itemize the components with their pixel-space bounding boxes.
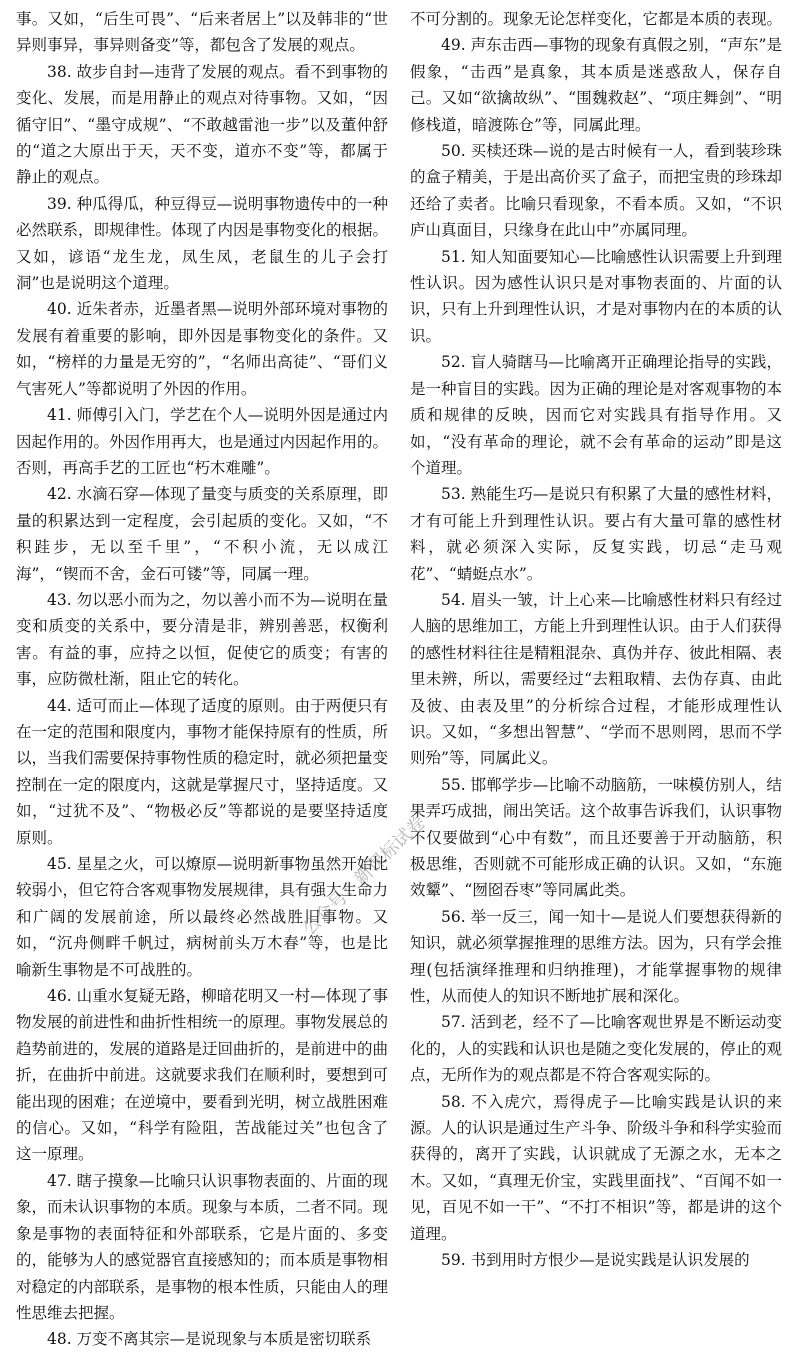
paragraph: 38. 故步自封—违背了发展的观点。看不到事物的变化、发展，而是用静止的观点对待事物。又如，“因循守旧”、“墨守成规”、“不敢越雷池一步”以及董仲舒的“道之大原出于天，天不变，道亦不变”等，都属于静止的观点。 xyxy=(16,62,388,187)
paragraph: 46. 山重水复疑无路，柳暗花明又一村—体现了事物发展的前进性和曲折性相统一的原理。事物发展总的趋势前进的，发展的道路是迂回曲折的，是前进中的曲折，在曲折中前进。这就要求我们在顺利时，要想到可能出现的困难；在逆境中，要看到光明，树立战胜困难的信心。又如，“科学有险阻，苦战能过关”也包含了这一原理。 xyxy=(16,987,389,1164)
paragraph: 56. 举一反三，闻一知十—是说人们要想获得新的知识，就必须掌握推理的思维方法。因为，只有学会推理(包括演绎推理和归纳推理)，才能掌握事物的规律性，从而使人的知识不断地扩展和深化。 xyxy=(410,907,783,1006)
watermark: 公众号：新课标试卷 xyxy=(298,811,430,940)
paragraph: 57. 活到老，经不了—比喻客观世界是不断运动变化的，人的实践和认识也是随之变化发展的，停止的观点，无所作为的观点都是不符合客观实际的。 xyxy=(410,1013,783,1085)
paragraph: 41. 师傅引入门，学艺在个人—说明外因是通过内因起作用的。外因作用再大，也是通过内因起作用的。否则，再高手艺的工匠也“朽木难雕”。 xyxy=(16,406,389,477)
document-page xyxy=(16,6,784,1349)
paragraph: 48. 万变不离其宗—是说现象与本质是密切联系 xyxy=(47,1330,372,1349)
paragraph: 55. 邯郸学步—比喻不动脑筋，一味模仿别人，结果弄巧成拙，闹出笑话。这个故事告诉我们，认识事物不仅要做到“心中有数”，而且还要善于开动脑筋，积极思维，否则就不可能形成正确的认识。又如，“东施效颦”、“囫囵吞枣”等同属此类。 xyxy=(410,775,783,900)
paragraph: 51. 知人知面要知心—比喻感性认识需要上升到理性认识。因为感性认识只是对事物表面的、片面的认识，只有上升到理性认识，才是对事物内在的本质的认识。 xyxy=(410,247,783,345)
paragraph: 59. 书到用时方恨少—是说实践是认识发展的 xyxy=(441,1251,750,1270)
paragraph: 44. 适可而止—体现了适度的原则。由于两便只有在一定的范围和限度内，事物才能保持原有的性质，所以，当我们需要保持事物性质的稳定时，就必须把量变控制在一定的限度内，这就是掌握尺寸，坚持适度。又如，“过犹不及”、“物极必反”等都说的是要坚持适度原则。 xyxy=(16,696,389,847)
paragraph: 43. 勿以恶小而为之，勿以善小而不为—说明在量变和质变的关系中，要分清是非，辨别善恶，权衡利害。有益的事，应持之以恒，促使它的质变；有害的事，应防微杜渐，阻止它的转化。 xyxy=(16,590,388,689)
paragraph: 49. 声东击西—事物的现象有真假之别，“声东”是假象，“击西”是真象，其本质是迷惑敌人，保存自己。又如“欲擒故纵”、“围魏救赵”、“项庄舞剑”、“明修栈道，暗渡陈仓”等，同属此理。 xyxy=(410,36,782,134)
paragraph: 52. 盲人骑瞎马—比喻离开正确理论指导的实践，是一种盲目的实践。因为正确的理论是对客观事物的本质和规律的反映，因而它对实践具有指导作用。又如，“没有革命的理论，就不会有革命的运动”即是这个道理。 xyxy=(410,353,783,477)
paragraph: 39. 种瓜得瓜，种豆得豆—说明事物遗传中的一种必然联系，即规律性。体现了内因是事物变化的根据。又如，谚语“龙生龙，凤生凤，老鼠生的儿子会打洞”也是说明这个道理。 xyxy=(16,194,389,293)
paragraph: 42. 水滴石穿—体现了量变与质变的关系原理，即量的积累达到一定程度，会引起质的变化。又如，“不积跬步，无以至千里”，“不积小流，无以成江海”，“锲而不舍，金石可镂”等，同属一理。 xyxy=(16,485,388,583)
paragraph: 54. 眉头一皱，计上心来—比喻感性材料只有经过人脑的思维加工，方能上升到理性认识。由于人们获得的感性材料往往是精粗混杂、真伪并存、彼此相隔、表里未辨，所以，需要经过“去粗取精、去伪存真、由此及彼、由表及里”的分析综合过程，才能形成理性认识。又如，“多想出智慧”、“学而不思则罔，思而不学则殆”等，同属此义。 xyxy=(410,590,783,768)
paragraph: 50. 买椟还珠—说的是古时候有一人，看到装珍珠的盒子精美，于是出高价买了盒子，而把宝贵的珍珠却还给了卖者。比喻只看现象，不看本质。又如，“不识庐山真面目，只缘身在此山中”亦属同理。 xyxy=(410,142,783,240)
paragraph: 45. 星星之火，可以燎原—说明新事物虽然开始比较弱小，但它符合客观事物发展规律，具有强大生命力和广阔的发展前途，所以最终必然战胜旧事物。又如，“沉舟侧畔千帆过，病树前头万木春”等，也是比喻新生事物是不可战胜的。 xyxy=(16,855,389,979)
paragraph: 不可分割的。现象无论怎样变化，它都是本质的表现。 xyxy=(410,10,783,28)
left-column xyxy=(16,6,389,1349)
paragraph: 47. 瞎子摸象—比喻只认识事物表面的、片面的现象，而未认识事物的本质。现象与本质，二者不同。现象是事物的表面特征和外部联系，它是片面的、多变的，能够为人的感觉器官直接感知的；而本质是事物相对稳定的内部联系，是事物的根本性质，只能由人的理性思维去把握。 xyxy=(16,1171,389,1322)
paragraph: 58. 不入虎穴，焉得虎子—比喻实践是认识的来源。人的认识是通过生产斗争、阶级斗争和科学实验而获得的，离开了实践，认识就成了无源之水，无本之木。又如，“真理无价宝，实践里面找”、“百闻不如一见，百见不如一干”、“不打不相识”等，都是讲的这个道理。 xyxy=(410,1092,783,1243)
paragraph: 事。又如，“后生可畏”、“后来者居上”以及韩非的“世异则事异，事异则备变”等，都包含了发展的观点。 xyxy=(16,10,388,55)
right-column xyxy=(410,6,783,1270)
paragraph: 53. 熟能生巧—是说只有积累了大量的感性材料，才有可能上升到理性认识。要占有大量可靠的感性材料，就必须深入实际，反复实践，切忌“走马观花”、“蜻蜓点水”。 xyxy=(410,485,782,583)
paragraph: 40. 近朱者赤，近墨者黑—说明外部环境对事物的发展有着重要的影响，即外因是事物变化的条件。又如，“榜样的力量是无穷的”，“名师出高徒”、“哥们义气害死人”等都说明了外因的作用。 xyxy=(16,300,388,398)
